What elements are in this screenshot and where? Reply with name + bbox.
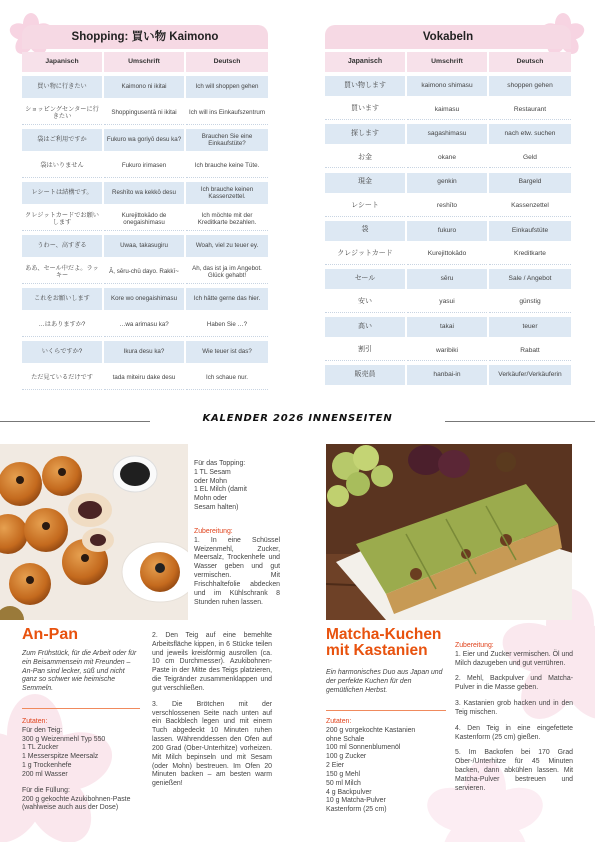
dough-ingredient: 200 ml Wasser bbox=[22, 770, 68, 778]
matcha-step-1: 1. Eier und Zucker vermischen. Öl und Milch dazugeben und gut verrühren. bbox=[455, 650, 573, 667]
topping-item: 1 TL Sesam bbox=[194, 468, 231, 476]
romaji-cell: kaimasu bbox=[407, 100, 487, 120]
table-header-row bbox=[22, 52, 268, 72]
anpan-step-2: 2. Den Teig auf eine bemehlte Arbeitsfläche kippen, in 6 Stücke teilen und jeweils kreisförmig ausrollen (ca. 10 cm Durchmesser). Azukibohnen-Paste in der Mitte des Teigs platzieren, die Teigränder zusammenklappen und gut verschließen. bbox=[152, 632, 272, 692]
romaji-cell: waribiki bbox=[407, 341, 487, 361]
romaji-cell: yasui bbox=[407, 293, 487, 313]
dough-ingredient: 1 g Trockenhefe bbox=[22, 762, 72, 770]
matcha-ingredient: 4 g Backpulver bbox=[326, 788, 372, 796]
table-row bbox=[325, 148, 571, 168]
romaji-cell: okane bbox=[407, 148, 487, 168]
table-row bbox=[325, 100, 571, 120]
table-row bbox=[22, 103, 268, 125]
divider-line-right bbox=[445, 421, 595, 422]
matcha-ingredient: 2 Eier bbox=[326, 762, 345, 770]
table-row bbox=[325, 124, 571, 144]
topping-item: Mohn oder bbox=[194, 495, 227, 503]
shopping-table-title: Shopping: 買い物 Kaimono bbox=[22, 25, 268, 49]
dough-label: Für den Teig: bbox=[22, 726, 63, 734]
german-cell: Geld bbox=[489, 148, 571, 168]
japanese-cell: 袋はご利用ですか bbox=[22, 129, 102, 151]
table-row bbox=[325, 245, 571, 265]
german-cell: teuer bbox=[489, 317, 571, 337]
table-row bbox=[325, 365, 571, 385]
romaji-cell: Kurejittokādo bbox=[407, 245, 487, 265]
romaji-cell: reshīto bbox=[407, 197, 487, 217]
matcha-preparation bbox=[455, 642, 573, 801]
japanese-cell: お金 bbox=[325, 148, 405, 168]
romaji-cell: genkin bbox=[407, 173, 487, 193]
table-row bbox=[325, 269, 571, 289]
topping-item: 1 EL Milch (damit bbox=[194, 486, 247, 494]
table-row bbox=[325, 197, 571, 217]
matcha-cake-photo bbox=[326, 444, 572, 620]
dough-ingredient: 300 g Weizenmehl Typ 550 bbox=[22, 735, 106, 743]
anpan-preparation-step2-3 bbox=[152, 632, 272, 796]
table-row bbox=[325, 293, 571, 313]
table-row bbox=[22, 315, 268, 337]
table-row bbox=[22, 341, 268, 363]
matcha-ingredient: 10 g Matcha-Pulver bbox=[326, 797, 386, 805]
romaji-cell: kaimono shimasu bbox=[407, 76, 487, 96]
anpan-preparation-step1 bbox=[194, 528, 280, 607]
german-cell: Rabatt bbox=[489, 341, 571, 361]
romaji-cell: Kore wo onegaishimasu bbox=[104, 288, 184, 310]
matcha-ingredient: 50 ml Milch bbox=[326, 779, 361, 787]
table-row bbox=[325, 317, 571, 337]
japanese-cell: 販売員 bbox=[325, 365, 405, 385]
romaji-cell: Fukuro wa goriyō desu ka? bbox=[104, 129, 184, 151]
anpan-prep-heading: Zubereitung: bbox=[194, 528, 233, 535]
matcha-step-3: 3. Kastanien grob hacken und in den Teig mischen. bbox=[455, 700, 573, 716]
romaji-cell: Uwaa, takasugiru bbox=[104, 235, 184, 257]
filling-ingredient: 200 g gekochte Azukibohnen-Paste bbox=[22, 795, 131, 803]
matcha-title-line1: Matcha-Kuchen bbox=[326, 626, 442, 643]
matcha-rule bbox=[326, 710, 446, 711]
japanese-cell: 買い物します bbox=[325, 76, 405, 96]
table-row bbox=[22, 235, 268, 257]
german-cell: Woah, viel zu teuer ey. bbox=[186, 235, 268, 257]
japanese-cell: 割引 bbox=[325, 341, 405, 361]
matcha-ingredient: 100 g Zucker bbox=[326, 753, 367, 761]
japanese-cell: ただ見ているだけです bbox=[22, 368, 102, 390]
column-header: Umschrift bbox=[407, 52, 487, 72]
anpan-intro: Zum Frühstück, für die Arbeit oder für ein Beisammensein mit Freunden – An-Pan sind lecker, süß und nicht ganz so schwer wie heimische Semmeln. bbox=[22, 650, 137, 693]
table-row bbox=[325, 221, 571, 241]
german-cell: Brauchen Sie eine Einkaufstüte? bbox=[186, 129, 268, 151]
romaji-cell: hanbai-in bbox=[407, 365, 487, 385]
dough-ingredient: 1 TL Zucker bbox=[22, 744, 59, 752]
japanese-cell: うわー、高すぎる bbox=[22, 235, 102, 257]
matcha-ingredient: 100 ml Sonnenblumenöl bbox=[326, 744, 401, 752]
anpan-step-1: 1. In eine Schüssel Weizenmehl, Zucker, Meersalz, Trockenhefe und Wasser geben und gut vermischen. Mit Frischhaltefolie abdecken und im Kühlschrank 8 Stunden ruhen lassen. bbox=[194, 536, 280, 606]
table-row bbox=[22, 209, 268, 231]
japanese-cell: 袋 bbox=[325, 221, 405, 241]
romaji-cell: Kurejittokādo de onegaishimasu bbox=[104, 209, 184, 231]
german-cell: Ich möchte mit der Kreditkarte bezahlen. bbox=[186, 209, 268, 231]
romaji-cell: Fukuro irimasen bbox=[104, 156, 184, 178]
matcha-intro: Ein harmonisches Duo aus Japan und der perfekte Kuchen für den gemütlichen Herbst. bbox=[326, 669, 443, 694]
topping-label: Für das Topping: bbox=[194, 460, 246, 467]
table-row bbox=[22, 182, 268, 204]
german-cell: Sale / Angebot bbox=[489, 269, 571, 289]
table-row bbox=[325, 76, 571, 96]
german-cell: Wie teuer ist das? bbox=[186, 341, 268, 363]
filling-ingredient: (wahlweise auch aus der Dose) bbox=[22, 804, 119, 812]
romaji-cell: Shoppingusentā ni ikitai bbox=[104, 103, 184, 125]
table-row bbox=[325, 173, 571, 193]
german-cell: Verkäufer/Verkäuferin bbox=[489, 365, 571, 385]
japanese-cell: 買います bbox=[325, 100, 405, 120]
japanese-cell: 探します bbox=[325, 124, 405, 144]
anpan-ingredients bbox=[22, 718, 144, 813]
matcha-ingredient: 150 g Mehl bbox=[326, 770, 361, 778]
german-cell: Ah, das ist ja im Angebot. Glück gehabt! bbox=[186, 262, 268, 284]
shopping-phrases-table bbox=[22, 52, 268, 398]
romaji-cell: tada miteiru dake desu bbox=[104, 368, 184, 390]
matcha-step-4: 4. Den Teig in eine eingefettete Kastenform (25 cm) gießen. bbox=[455, 724, 573, 741]
anpan-step-3: 3. Die Brötchen mit der verschlossenen Seite nach unten auf ein Backblech legen und mit einem Tuch abgedeckt 10 Minuten ruhen lassen. Währenddessen den Ofen auf 200 Grad (Ober-Unterhitze) vorheizen. Mit Milch bepinseln und mit Sesam (oder Mohn) bestreuen. Im Ofen 20 Minuten backen – am besten warm genießen! bbox=[152, 700, 272, 788]
german-cell: shoppen gehen bbox=[489, 76, 571, 96]
matcha-ingredients bbox=[326, 718, 446, 815]
romaji-cell: sēru bbox=[407, 269, 487, 289]
japanese-cell: これをお願いします bbox=[22, 288, 102, 310]
table-row bbox=[325, 341, 571, 361]
column-header: Umschrift bbox=[104, 52, 184, 72]
filling-label: Für die Füllung: bbox=[22, 786, 70, 794]
german-cell: Bargeld bbox=[489, 173, 571, 193]
column-header: Japanisch bbox=[22, 52, 102, 72]
japanese-cell: レシートは結構です。 bbox=[22, 182, 102, 204]
topping-item: oder Mohn bbox=[194, 477, 227, 485]
vocabulary-page bbox=[0, 0, 595, 412]
vocabulary-table bbox=[325, 52, 571, 398]
column-header: Japanisch bbox=[325, 52, 405, 72]
table-row bbox=[22, 129, 268, 151]
german-cell: Einkaufstüte bbox=[489, 221, 571, 241]
japanese-cell: …はありますか? bbox=[22, 315, 102, 337]
romaji-cell: takai bbox=[407, 317, 487, 337]
romaji-cell: Ā, sēru-chū dayo. Rakkī~ bbox=[104, 262, 184, 284]
japanese-cell: いくらですか? bbox=[22, 341, 102, 363]
japanese-cell: 現金 bbox=[325, 173, 405, 193]
romaji-cell: fukuro bbox=[407, 221, 487, 241]
dough-ingredient: 1 Messerspitze Meersalz bbox=[22, 753, 99, 761]
japanese-cell: 安い bbox=[325, 293, 405, 313]
german-cell: Ich hätte gerne das hier. bbox=[186, 288, 268, 310]
japanese-cell: ショッピングセンターに行きたい bbox=[22, 103, 102, 125]
german-cell: Ich schaue nur. bbox=[186, 368, 268, 390]
matcha-prep-heading: Zubereitung: bbox=[455, 642, 494, 649]
anpan-ingredients-heading: Zutaten: bbox=[22, 718, 48, 725]
vocabulary-table-title: Vokabeln bbox=[325, 25, 571, 49]
japanese-cell: 買い物に行きたい bbox=[22, 76, 102, 98]
column-header: Deutsch bbox=[186, 52, 268, 72]
matcha-ingredient: 200 g vorgekochte Kastanien bbox=[326, 726, 416, 734]
german-cell: günstig bbox=[489, 293, 571, 313]
table-row bbox=[22, 368, 268, 390]
matcha-ingredient: ohne Schale bbox=[326, 735, 365, 743]
column-header: Deutsch bbox=[489, 52, 571, 72]
german-cell: Restaurant bbox=[489, 100, 571, 120]
matcha-step-2: 2. Mehl, Backpulver und Matcha-Pulver in die Masse geben. bbox=[455, 675, 573, 692]
anpan-rule bbox=[22, 708, 140, 709]
matcha-step-5: 5. Im Backofen bei 170 Grad Ober-/Unterhitze für 45 Minuten backen, dann abkühlen lassen. Mit Matcha-Pulver bestreuen und servieren. bbox=[455, 749, 573, 792]
anpan-photo bbox=[0, 444, 188, 620]
romaji-cell: Kaimono ni ikitai bbox=[104, 76, 184, 98]
german-cell: Kreditkarte bbox=[489, 245, 571, 265]
topping-item: Sesam halten) bbox=[194, 504, 239, 512]
german-cell: nach etw. suchen bbox=[489, 124, 571, 144]
anpan-title: An-Pan bbox=[22, 626, 78, 643]
japanese-cell: 高い bbox=[325, 317, 405, 337]
japanese-cell: クレジットカード bbox=[325, 245, 405, 265]
table-row bbox=[22, 262, 268, 284]
matcha-ingredient: Kastenform (25 cm) bbox=[326, 806, 387, 814]
german-cell: Haben Sie …? bbox=[186, 315, 268, 337]
german-cell: Ich will shoppen gehen bbox=[186, 76, 268, 98]
romaji-cell: …wa arimasu ka? bbox=[104, 315, 184, 337]
romaji-cell: Ikura desu ka? bbox=[104, 341, 184, 363]
german-cell: Ich brauche keine Tüte. bbox=[186, 156, 268, 178]
matcha-title bbox=[326, 627, 441, 660]
table-row bbox=[22, 288, 268, 310]
calendar-divider-label: KALENDER 2026 INNENSEITEN bbox=[202, 413, 393, 424]
table-header-row bbox=[325, 52, 571, 72]
matcha-title-line2: mit Kastanien bbox=[326, 642, 428, 660]
romaji-cell: sagashimasu bbox=[407, 124, 487, 144]
recipes-page bbox=[0, 434, 595, 842]
matcha-ingredients-heading: Zutaten: bbox=[326, 718, 352, 725]
table-row bbox=[22, 156, 268, 178]
anpan-topping bbox=[194, 460, 280, 513]
table-row bbox=[22, 76, 268, 98]
japanese-cell: クレジットカードでお願いします bbox=[22, 209, 102, 231]
german-cell: Kassenzettel bbox=[489, 197, 571, 217]
german-cell: Ich will ins Einkaufszentrum bbox=[186, 103, 268, 125]
japanese-cell: レシート bbox=[325, 197, 405, 217]
romaji-cell: Reshīto wa kekkō desu bbox=[104, 182, 184, 204]
japanese-cell: セール bbox=[325, 269, 405, 289]
japanese-cell: ああ、セール中だよ。ラッキー bbox=[22, 262, 102, 284]
german-cell: Ich brauche keinen Kassenzettel. bbox=[186, 182, 268, 204]
japanese-cell: 袋はいりません bbox=[22, 156, 102, 178]
